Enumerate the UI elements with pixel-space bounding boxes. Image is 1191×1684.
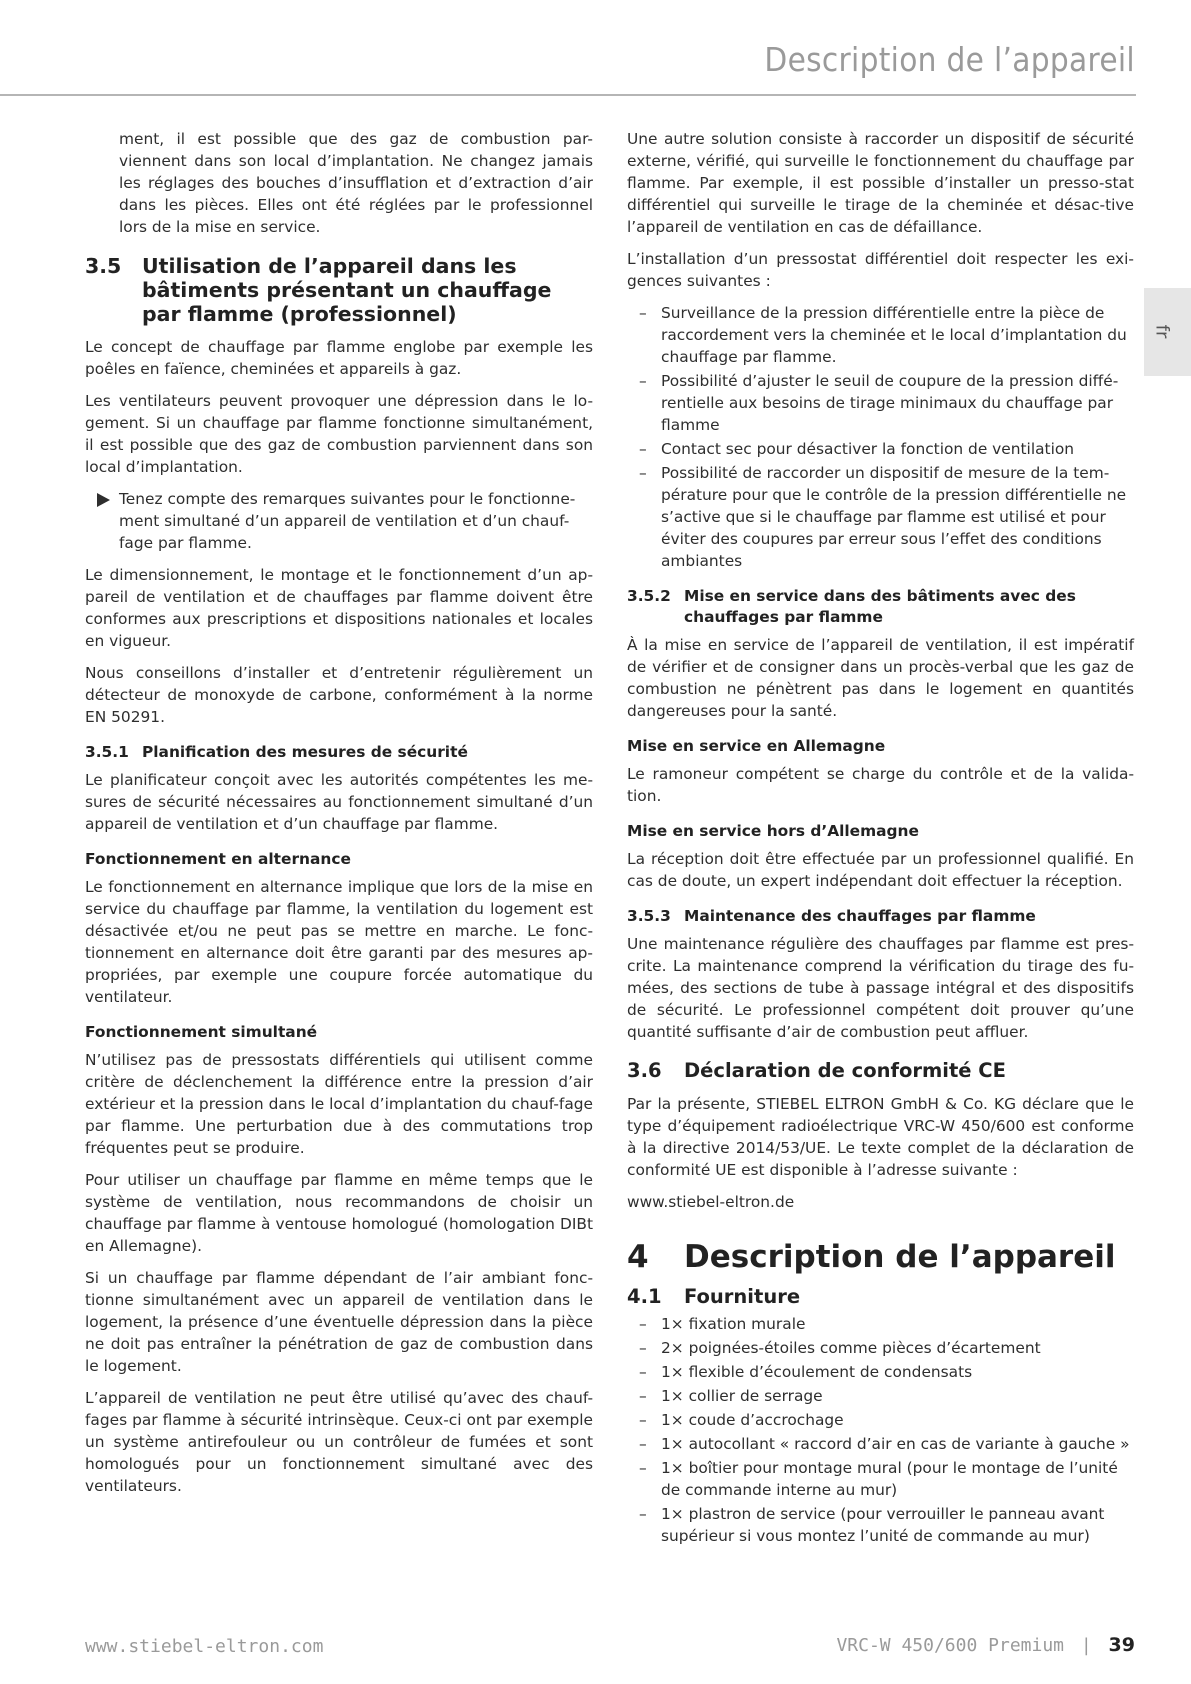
section-number: 3.5.2 bbox=[627, 587, 671, 605]
list-item: – 1× boîtier pour montage mural (pour le montage de l’unité de commande interne au mur) bbox=[639, 1459, 1118, 1499]
section-number: 3.5 bbox=[85, 254, 122, 278]
footer-model: VRC-W 450/600 Premium bbox=[836, 1635, 1065, 1656]
paragraph: Une autre solution consiste à raccorder un dispositif de sécurité externe, vérifié, qui surveille le fonctionnement du chauffage par flamme. Par exemple, il est possible d’installer un presso-stat différentiel qui surveille le tirage de la cheminée et désac-tive l’appareil de ventilation en cas de défaillance. bbox=[627, 130, 1134, 236]
list-item: – Surveillance de la pression différentielle entre la pièce de raccordement vers la cheminée et le local d’implantation du chauffage par flamme. bbox=[639, 304, 1127, 366]
section-number: 3.6 bbox=[627, 1059, 662, 1082]
right-column bbox=[627, 128, 1134, 1557]
section-heading-3-6 bbox=[627, 1059, 1134, 1083]
section-number: 3.5.3 bbox=[627, 907, 671, 925]
instruction-text: Tenez compte des remarques suivantes pour le fonctionne-ment simultané d’un appareil de ventilation et d’un chauf-fage par flamme. bbox=[119, 490, 576, 552]
footer-model-page bbox=[836, 1634, 1135, 1656]
section-title: Fourniture bbox=[684, 1285, 801, 1308]
section-title: Planification des mesures de sécurité bbox=[142, 743, 468, 761]
subheading-allemagne: Mise en service en Allemagne bbox=[627, 737, 886, 755]
list-item: – Contact sec pour désactiver la fonction de ventilation bbox=[639, 440, 1075, 458]
subheading-simultane: Fonctionnement simultané bbox=[85, 1023, 318, 1041]
list-item: – 1× collier de serrage bbox=[639, 1387, 823, 1405]
paragraph: L’appareil de ventilation ne peut être utilisé qu’avec des chauf-fages par flamme à sécurité intrinsèque. Ceux-ci ont par exemple un système antirefouleur ou un contrôleur de fumées et sont homologués pour un fonctionnement simultané avec des ventilateurs. bbox=[85, 1389, 593, 1495]
website-link[interactable]: www.stiebel-eltron.de bbox=[627, 1193, 795, 1211]
list-item: – 1× coude d’accrochage bbox=[639, 1411, 844, 1429]
paragraph: N’utilisez pas de pressostats différentiels qui utilisent comme critère de déclenchement la différence entre la pression d’air extérieur et la pression dans le local d’implantation du chauf-fage par flamme. Une perturbation due à des commutations trop fréquentes peut se produire. bbox=[85, 1051, 593, 1157]
section-title: Maintenance des chauffages par flamme bbox=[684, 907, 1036, 925]
paragraph: Une maintenance régulière des chauffages par flamme est pres-crite. La maintenance comprend la vérification du tirage des fu-mées, des sections de tube à passage intégral et des dispositifs de sécurité. Le professionnel compétent doit prouver qu’une quantité suffisante d’air de combustion peut affluer. bbox=[627, 935, 1134, 1041]
list-item: – 1× autocollant « raccord d’air en cas de variante à gauche » bbox=[639, 1435, 1130, 1453]
paragraph: À la mise en service de l’appareil de ventilation, il est impératif de vérifier et de consigner dans un procès-verbal que les gaz de combustion ne pénètrent pas dans le logement en quantités dangereuses pour la santé. bbox=[627, 636, 1134, 720]
list-item: – 1× plastron de service (pour verrouiller le panneau avant supérieur si vous montez l’unité de commande au mur) bbox=[639, 1505, 1105, 1545]
section-heading-3-5 bbox=[85, 254, 593, 326]
subheading-hors-allemagne: Mise en service hors d’Allemagne bbox=[627, 822, 919, 840]
subheading-alternance: Fonctionnement en alternance bbox=[85, 850, 351, 868]
left-column bbox=[85, 128, 593, 1507]
section-heading-3-5-2 bbox=[627, 586, 1134, 628]
page-header-title: Description de l’appareil bbox=[764, 40, 1135, 79]
play-arrow-icon bbox=[97, 493, 110, 507]
chapter-heading-4 bbox=[627, 1239, 1134, 1275]
paragraph: Pour utiliser un chauffage par flamme en même temps que le système de ventilation, nous recommandons de choisir un chauffage par flamme à ventouse homologué (homologation DIBt en Allemagne). bbox=[85, 1171, 593, 1255]
language-tab[interactable] bbox=[1144, 288, 1191, 376]
paragraph: L’installation d’un pressostat différentiel doit respecter les exi-gences suivantes : bbox=[627, 250, 1134, 290]
section-title: Utilisation de l’appareil dans les bâtiments présentant un chauffage par flamme (professionnel) bbox=[142, 254, 552, 326]
footer-separator: | bbox=[1080, 1635, 1092, 1656]
paragraph: Si un chauffage par flamme dépendant de l’air ambiant fonc-tionne simultanément avec un appareil de ventilation dans le logement, la présence d’une éventuelle dépression dans la pièce ne doit pas entraîner la pénétration de gaz de combustion dans le logement. bbox=[85, 1269, 593, 1375]
language-tab-label: fr bbox=[1151, 324, 1173, 339]
footer-url[interactable]: www.stiebel-eltron.com bbox=[85, 1636, 324, 1657]
section-heading-3-5-1 bbox=[85, 742, 593, 763]
paragraph: Le dimensionnement, le montage et le fonctionnement d’un ap-pareil de ventilation et de chauffages par flamme doivent être conformes aux prescriptions et dispositions nationales et locales en vigueur. bbox=[85, 566, 593, 650]
paragraph: Nous conseillons d’installer et d’entretenir régulièrement un détecteur de monoxyde de carbone, conformément à la norme EN 50291. bbox=[85, 664, 593, 726]
list-item: – Possibilité d’ajuster le seuil de coupure de la pression diffé-rentielle aux besoins de tirage minimaux du chauffage par flamme bbox=[639, 372, 1119, 434]
requirements-list bbox=[627, 302, 1134, 572]
section-number: 3.5.1 bbox=[85, 743, 129, 761]
header-rule bbox=[0, 94, 1136, 96]
paragraph: ment, il est possible que des gaz de combustion par-viennent dans son local d’implantation. Ne changez jamais les réglages des bouches d’insufflation et d’extraction d’air dans les pièces. Elles ont été réglées par le professionnel lors de la mise en service. bbox=[119, 130, 593, 236]
paragraph: Les ventilateurs peuvent provoquer une dépression dans le lo-gement. Si un chauffage par flamme fonctionne simultanément, il est possible que des gaz de combustion parviennent dans son local d’implantation. bbox=[85, 392, 593, 476]
list-item: – Possibilité de raccorder un dispositif de mesure de la tem-pérature pour que le contrôle de la pression différentielle ne s’active que si le chauffage par flamme est utilisé et pour éviter des coupures par erreur sous l’effet des conditions ambiantes bbox=[639, 464, 1127, 570]
list-item: – 2× poignées-étoiles comme pièces d’écartement bbox=[639, 1339, 1041, 1357]
paragraph: Le planificateur conçoit avec les autorités compétentes les me-sures de sécurité nécessaires au fonctionnement simultané d’un appareil de ventilation et d’un chauffage par flamme. bbox=[85, 771, 593, 833]
paragraph: Le concept de chauffage par flamme englobe par exemple les poêles en faïence, cheminées et appareils à gaz. bbox=[85, 338, 593, 378]
paragraph: Par la présente, STIEBEL ELTRON GmbH & Co. KG déclare que le type d’équipement radioélectrique VRC-W 450/600 est conforme à la directive 2014/53/UE. Le texte complet de la déclaration de conformité UE est disponible à l’adresse suivante : bbox=[627, 1095, 1134, 1179]
section-heading-4-1 bbox=[627, 1285, 1134, 1309]
section-heading-3-5-3 bbox=[627, 906, 1134, 927]
page-number: 39 bbox=[1108, 1634, 1135, 1656]
instruction-step bbox=[85, 488, 593, 554]
chapter-number: 4 bbox=[627, 1239, 649, 1275]
section-title: Mise en service dans des bâtiments avec des chauffages par flamme bbox=[684, 587, 1076, 626]
list-item: – 1× flexible d’écoulement de condensats bbox=[639, 1363, 973, 1381]
section-title: Déclaration de conformité CE bbox=[684, 1059, 1006, 1082]
section-number: 4.1 bbox=[627, 1285, 662, 1308]
list-item: – 1× fixation murale bbox=[639, 1315, 806, 1333]
paragraph: Le ramoneur compétent se charge du contrôle et de la valida-tion. bbox=[627, 765, 1134, 805]
chapter-title: Description de l’appareil bbox=[684, 1239, 1116, 1275]
paragraph: Le fonctionnement en alternance implique que lors de la mise en service du chauffage par flamme, la ventilation du logement est désactivée et/ou ne peut pas se mettre en marche. Le fonc-tionnement en alternance doit être garanti par des mesures ap-propriées, par exemple une coupure forcée automatique du ventilateur. bbox=[85, 878, 593, 1006]
supply-list bbox=[627, 1313, 1134, 1547]
paragraph: La réception doit être effectuée par un professionnel qualifié. En cas de doute, un expert indépendant doit effectuer la réception. bbox=[627, 850, 1134, 890]
